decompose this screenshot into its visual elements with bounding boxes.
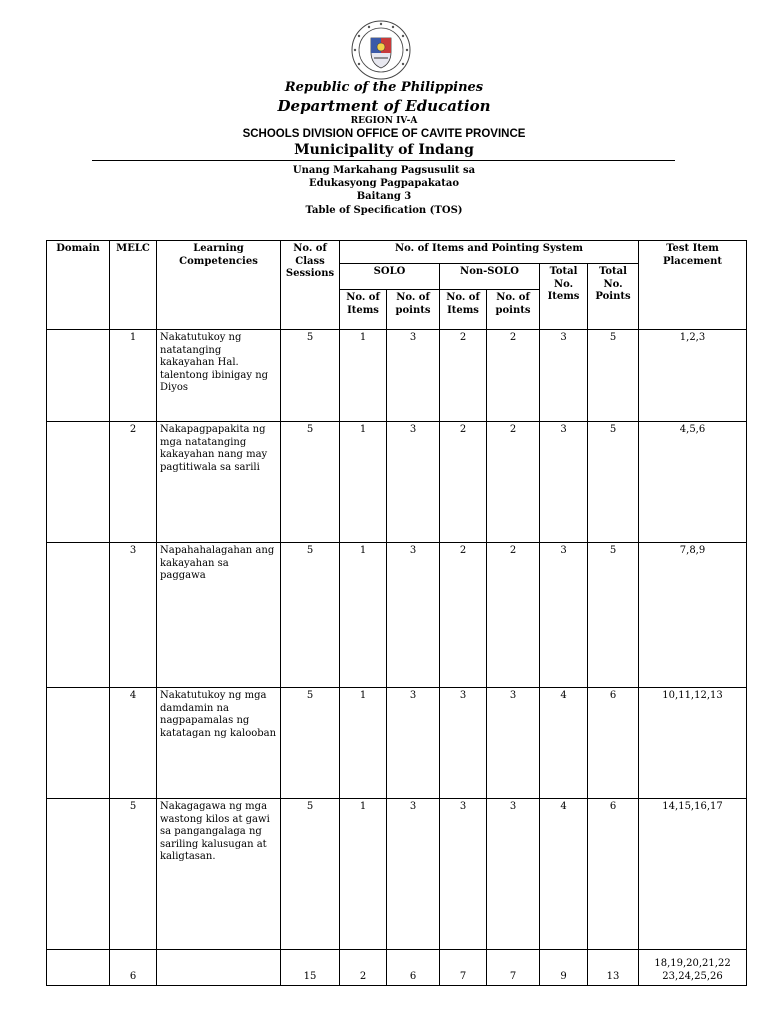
table-row [47,950,747,986]
cell-domain [47,543,110,688]
header-competencies: Learning Competencies [157,241,281,330]
cell-domain [47,330,110,422]
cell-solo-points: 3 [387,688,440,799]
cell-solo-items: 2 [340,950,387,986]
cell-nonsolo-points: 2 [487,422,540,543]
header-items-pointing-system: No. of Items and Pointing System [340,241,639,264]
header-nonsolo-items: No. of Items [440,290,487,330]
cell-nonsolo-points: 7 [487,950,540,986]
cell-sessions: 5 [281,330,340,422]
deped-seal-logo [351,20,411,80]
cell-nonsolo-points: 2 [487,330,540,422]
cell-total-items: 3 [540,422,588,543]
cell-total-points: 5 [588,422,639,543]
division-office-label: SCHOOLS DIVISION OFFICE OF CAVITE PROVINCE [242,128,526,140]
cell-solo-items: 1 [340,688,387,799]
cell-total-items: 9 [540,950,588,986]
cell-nonsolo-items: 2 [440,330,487,422]
cell-melc: 2 [110,422,157,543]
department-heading: Department of Education [277,97,491,115]
cell-solo-points: 3 [387,543,440,688]
cell-melc: 6 [110,950,157,986]
cell-competency: Napahahalagahan ang kakayahan sa paggawa [157,543,281,688]
document-title: Table of Specification (TOS) [305,205,463,216]
cell-placement: 4,5,6 [639,422,747,543]
cell-domain [47,799,110,950]
cell-nonsolo-items: 2 [440,543,487,688]
grade-level-label: Baitang 3 [356,191,412,202]
cell-nonsolo-items: 7 [440,950,487,986]
header-total-points: Total No. Points [588,264,639,330]
tos-table [46,240,747,986]
cell-melc: 5 [110,799,157,950]
cell-domain [47,422,110,543]
cell-nonsolo-items: 3 [440,688,487,799]
cell-solo-items: 1 [340,799,387,950]
table-row [47,799,747,950]
republic-heading: Republic of the Philippines [284,80,484,95]
table-row [47,688,747,799]
header-class-sessions: No. of Class Sessions [281,241,340,330]
exam-title-line-1: Unang Markahang Pagsusulit sa [292,165,476,176]
table-row [47,330,747,422]
cell-total-points: 6 [588,688,639,799]
cell-nonsolo-points: 2 [487,543,540,688]
municipality-label: Municipality of Indang [294,142,474,158]
cell-solo-points: 6 [387,950,440,986]
cell-nonsolo-points: 3 [487,799,540,950]
cell-total-items: 4 [540,688,588,799]
cell-solo-points: 3 [387,422,440,543]
cell-melc: 3 [110,543,157,688]
exam-title-line-2: Edukasyong Pagpapakatao [309,178,459,189]
header-total-items: Total No. Items [540,264,588,330]
cell-placement: 10,11,12,13 [639,688,747,799]
cell-total-points: 5 [588,330,639,422]
cell-placement: 14,15,16,17 [639,799,747,950]
header-nonsolo-points: No. of points [487,290,540,330]
header-solo-items: No. of Items [340,290,387,330]
region-label: REGION IV-A [350,116,418,126]
cell-solo-points: 3 [387,799,440,950]
cell-total-points: 6 [588,799,639,950]
cell-competency: Nakatutukoy ng natatanging kakayahan Hal. talentong ibinigay ng Diyos [157,330,281,422]
cell-placement: 18,19,20,21,22 23,24,25,26 [639,950,747,986]
cell-total-items: 4 [540,799,588,950]
cell-nonsolo-items: 3 [440,799,487,950]
cell-melc: 1 [110,330,157,422]
cell-sessions: 5 [281,543,340,688]
cell-domain [47,950,110,986]
cell-competency: Nakagagawa ng mga wastong kilos at gawi sa pangangalaga ng sariling kalusugan at kaligtasan. [157,799,281,950]
cell-placement: 7,8,9 [639,543,747,688]
header-non-solo: Non-SOLO [440,264,540,290]
cell-solo-items: 1 [340,422,387,543]
cell-placement: 1,2,3 [639,330,747,422]
cell-competency [157,950,281,986]
cell-melc: 4 [110,688,157,799]
cell-sessions: 5 [281,799,340,950]
cell-sessions: 5 [281,422,340,543]
cell-total-items: 3 [540,543,588,688]
cell-sessions: 5 [281,688,340,799]
table-row [47,543,747,688]
header-divider [92,160,675,161]
cell-total-points: 13 [588,950,639,986]
header-solo-points: No. of points [387,290,440,330]
header-melc: MELC [110,241,157,330]
cell-total-points: 5 [588,543,639,688]
cell-competency: Nakapagpapakita ng mga natatanging kakayahan nang may pagtitiwala sa sarili [157,422,281,543]
table-row [47,422,747,543]
cell-solo-points: 3 [387,330,440,422]
cell-nonsolo-points: 3 [487,688,540,799]
cell-solo-items: 1 [340,330,387,422]
header-solo: SOLO [340,264,440,290]
header-test-item-placement: Test Item Placement [639,241,747,330]
cell-domain [47,688,110,799]
cell-competency: Nakatutukoy ng mga damdamin na nagpapamalas ng katatagan ng kalooban [157,688,281,799]
cell-solo-items: 1 [340,543,387,688]
cell-sessions: 15 [281,950,340,986]
cell-nonsolo-items: 2 [440,422,487,543]
header-domain: Domain [47,241,110,330]
cell-total-items: 3 [540,330,588,422]
